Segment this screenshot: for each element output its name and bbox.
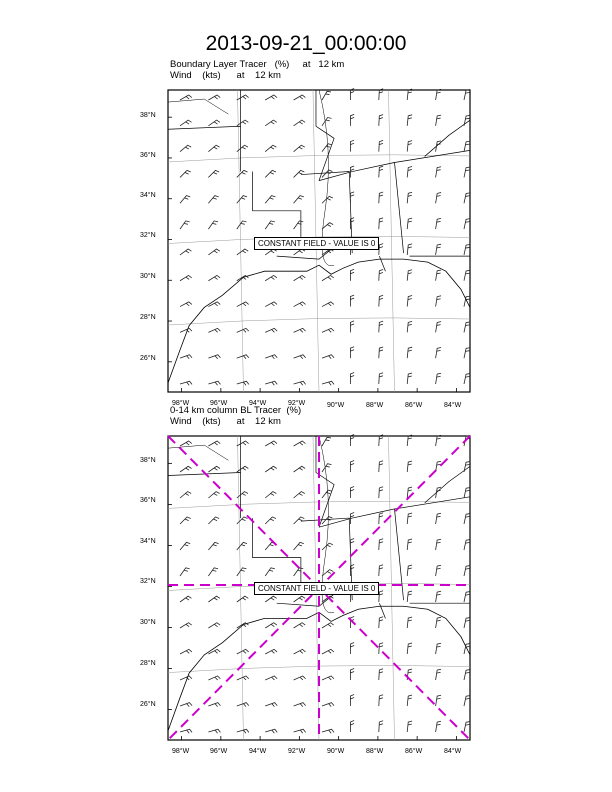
panel2-lon-label: 84°W <box>444 748 462 755</box>
panel2-wind-level: 12 km <box>255 416 281 427</box>
panel2-wind-barb <box>350 669 354 680</box>
panel2-wind-barb <box>294 649 306 654</box>
panel1-lat-label: 30°N <box>140 273 156 280</box>
panel1-lat-label: 28°N <box>140 314 156 321</box>
panel2-lon-label: 88°W <box>366 748 384 755</box>
panel2-wind-barb <box>407 695 412 706</box>
panel2-wind-barb <box>208 649 220 654</box>
panel2-wind-barb <box>294 568 304 576</box>
panel2-wind-barb <box>379 565 383 576</box>
panel1-field-level: 12 km <box>318 59 345 70</box>
panel2-wind-barb <box>407 539 412 550</box>
panel2-wind-barb <box>265 649 277 654</box>
panel1-lat-label: 32°N <box>140 232 156 239</box>
panel1-field-name: Boundary Layer Tracer <box>170 59 267 70</box>
panel2-wind-barb <box>237 542 247 550</box>
panel2-wind-barb <box>265 676 277 680</box>
panel2-wind-barb <box>464 618 470 628</box>
panel2-wind-barb <box>265 729 277 733</box>
panel2-wind-barb <box>379 487 383 498</box>
panel2-wind-barb <box>436 565 441 576</box>
panel2-wind-barb <box>436 513 441 524</box>
panel2-wind-barb <box>294 729 306 733</box>
panel2-wind-barb <box>436 617 441 628</box>
panel2-wind-barb <box>208 517 219 524</box>
panel2-wind-barb <box>180 466 192 472</box>
panel2-wind-barb <box>180 729 192 733</box>
panel1-field-at: at <box>302 59 311 70</box>
panel2-state-border <box>425 466 470 502</box>
panel2-wind-units: (kts) <box>202 416 221 427</box>
panel2-wind-barb <box>379 617 383 628</box>
panel2-wind-barb <box>379 669 383 680</box>
panel2-constant-field-label: CONSTANT FIELD - VALUE IS 0 <box>254 582 379 595</box>
panel2-wind-barb <box>379 461 383 472</box>
panel2-wind-barb <box>265 568 275 576</box>
panel1-lon-label: 98°W <box>172 400 190 407</box>
panel2-wind-barb <box>407 617 412 628</box>
panel2-wind-barb <box>237 466 249 472</box>
panel2-lat-label: 36°N <box>140 497 156 504</box>
panel2-river <box>168 445 228 460</box>
panel2-wind-barb <box>265 466 277 472</box>
panel2-lon-label: 86°W <box>405 748 423 755</box>
panel2-wind-barb <box>265 623 277 628</box>
panel2-wind-barb <box>208 441 220 446</box>
panel2-wind-barb <box>208 542 218 550</box>
panel2-wind-barb <box>180 568 190 576</box>
panel2-graticule <box>388 436 394 740</box>
panel2-wind-barb <box>180 517 191 524</box>
panel1-lon-label: 84°W <box>444 402 462 409</box>
panel2-wind-barb <box>407 461 412 472</box>
panel2-wind-barb <box>379 539 383 550</box>
panel2-wind-barb <box>464 566 470 576</box>
panel2-lon-label: 90°W <box>327 748 345 755</box>
panel2-wind-barb <box>265 596 276 602</box>
panel2-state-border <box>168 472 240 518</box>
panel2-lon-label: 94°W <box>249 748 267 755</box>
panel2-wind-barb <box>322 676 334 680</box>
panel2-wind-barb <box>208 703 220 707</box>
panel2-state-border <box>395 497 471 509</box>
panel2-wind-barb <box>350 461 354 472</box>
panel2-lat-label: 38°N <box>140 457 156 464</box>
panel1-lon-label: 90°W <box>327 402 345 409</box>
panel1-lat-label: 34°N <box>140 192 156 199</box>
panel2-wind-barb <box>379 591 383 602</box>
panel2-wind-barb <box>294 517 305 524</box>
panel2-wind-barb <box>208 676 220 680</box>
panel2-wind-barb <box>237 517 248 524</box>
panel1-wind-units: (kts) <box>202 70 221 81</box>
panel2-lat-label: 30°N <box>140 619 156 626</box>
panel2-wind-barb <box>350 539 354 550</box>
panel2-wind-barb <box>265 703 277 707</box>
panel2-wind-barb <box>237 676 249 680</box>
panel2-wind-barb <box>436 591 441 602</box>
panel2-lat-label: 28°N <box>140 660 156 667</box>
panel2-wind-barb <box>464 670 470 680</box>
panel2-wind-barb <box>379 721 383 732</box>
panel2-wind-barb <box>322 543 333 550</box>
panel2-wind-barb <box>294 441 306 446</box>
panel2-wind-barb <box>436 643 441 654</box>
panel2-wind-barb <box>436 721 441 732</box>
panel2-wind-barb <box>294 596 305 602</box>
panel1-lat-label: 26°N <box>140 355 156 362</box>
panel2-wind-barb <box>180 649 192 654</box>
panel2-wind-barb <box>208 492 219 498</box>
panel2-wind-barb <box>294 542 304 550</box>
panel2-wind-barb <box>322 517 332 524</box>
panel2-wind-barb <box>322 623 334 628</box>
panel2-wind-barb <box>322 703 334 707</box>
panel2-wind-barb <box>436 539 441 550</box>
panel2-lat-label: 26°N <box>140 701 156 708</box>
panel1-lat-label: 38°N <box>140 112 156 119</box>
panel2-wind-barb <box>237 596 248 602</box>
panel2-wind-barb <box>322 729 334 733</box>
panel2-wind-barb <box>322 437 331 446</box>
panel1-wind-level: 12 km <box>255 70 281 81</box>
panel2-wind-barb <box>350 695 354 706</box>
panel2-wind-barb <box>464 722 470 732</box>
panel2-lat-label: 34°N <box>140 538 156 545</box>
panel2-wind-barb <box>265 492 276 498</box>
panel2-wind-barb <box>407 513 412 524</box>
panel2-wind-barb <box>294 466 306 472</box>
panel2-wind-barb <box>237 729 249 733</box>
panel2-field-units: (%) <box>286 405 302 416</box>
panel1-constant-field-label: CONSTANT FIELD - VALUE IS 0 <box>254 237 379 250</box>
panel2-wind-barb <box>180 623 192 628</box>
panel2-wind-barb <box>407 435 412 446</box>
panel1-lon-label: 96°W <box>210 400 228 407</box>
panel2-wind-barb <box>180 676 192 680</box>
panel2-lon-label: 92°W <box>288 748 306 755</box>
panel2-wind-barb <box>464 540 470 550</box>
panel2-wind-barb <box>436 435 441 446</box>
panel2-field-name: 0-14 km column BL Tracer <box>170 405 282 416</box>
panel2-wind-barb <box>464 696 470 706</box>
panel2-lon-label: 98°W <box>172 748 190 755</box>
panel2-wind-barb <box>407 721 412 732</box>
panel2-wind-barb <box>180 703 192 707</box>
panel1-lon-label: 94°W <box>249 400 267 407</box>
panel2-wind-barb <box>180 492 191 498</box>
panel2-wind-barb <box>180 542 190 550</box>
panel2-wind-barb <box>407 565 412 576</box>
panel2-wind-barb <box>237 568 247 576</box>
panel1-field-units: (%) <box>274 59 290 70</box>
panel2-wind-barb <box>208 596 219 602</box>
panel1-wind-at: at <box>236 70 245 81</box>
panel2-wind-barb <box>350 721 354 732</box>
panel1-lon-label: 92°W <box>288 400 306 407</box>
panel1-lon-label: 88°W <box>366 402 384 409</box>
panel2-wind-barb <box>407 591 412 602</box>
panel2-wind-barb <box>208 623 220 628</box>
panel2-wind-barb <box>350 643 354 654</box>
panel2-wind-barb <box>464 514 470 524</box>
panel2-wind-barb <box>464 488 470 498</box>
panel2-wind-barb <box>379 695 383 706</box>
panel2-wind-barb <box>294 623 306 628</box>
panel2-wind-barb <box>180 441 192 446</box>
panel2-wind-barb <box>265 517 276 524</box>
panel2-wind-barb <box>436 695 441 706</box>
panel2-wind-barb <box>208 466 220 472</box>
panel2-wind-at: at <box>236 416 245 427</box>
panel2-wind-barb <box>208 729 220 733</box>
panel1-wind-name: Wind <box>170 70 192 81</box>
panel2-wind-barb <box>237 441 249 446</box>
panel2-wind-barb <box>464 592 470 602</box>
panel1-lat-label: 36°N <box>140 152 156 159</box>
panel2-wind-barb <box>294 703 306 707</box>
panel2-wind-barb <box>436 669 441 680</box>
panel2-wind-barb <box>208 568 218 576</box>
page-title: 2013-09-21_00:00:00 <box>205 32 407 55</box>
panel2-wind-name: Wind <box>170 416 192 427</box>
panel2-state-border <box>379 603 385 618</box>
panel2-state-border <box>316 436 334 527</box>
panel2-wind-barb <box>180 596 191 602</box>
panel2-wind-barb <box>294 676 306 680</box>
panel2-wind-barb <box>294 492 305 498</box>
panel2-wind-barb <box>265 441 277 446</box>
panel2-wind-barb <box>322 649 334 654</box>
panel1-lon-label: 86°W <box>405 402 423 409</box>
panel2-lat-label: 32°N <box>140 578 156 585</box>
panel2-wind-barb <box>407 643 412 654</box>
panel2-wind-barb <box>350 487 354 498</box>
panel2-wind-barb <box>322 464 331 472</box>
panel2-wind-barb <box>379 513 383 524</box>
panel2-wind-barb <box>237 649 249 654</box>
panel2-lon-label: 96°W <box>210 748 228 755</box>
